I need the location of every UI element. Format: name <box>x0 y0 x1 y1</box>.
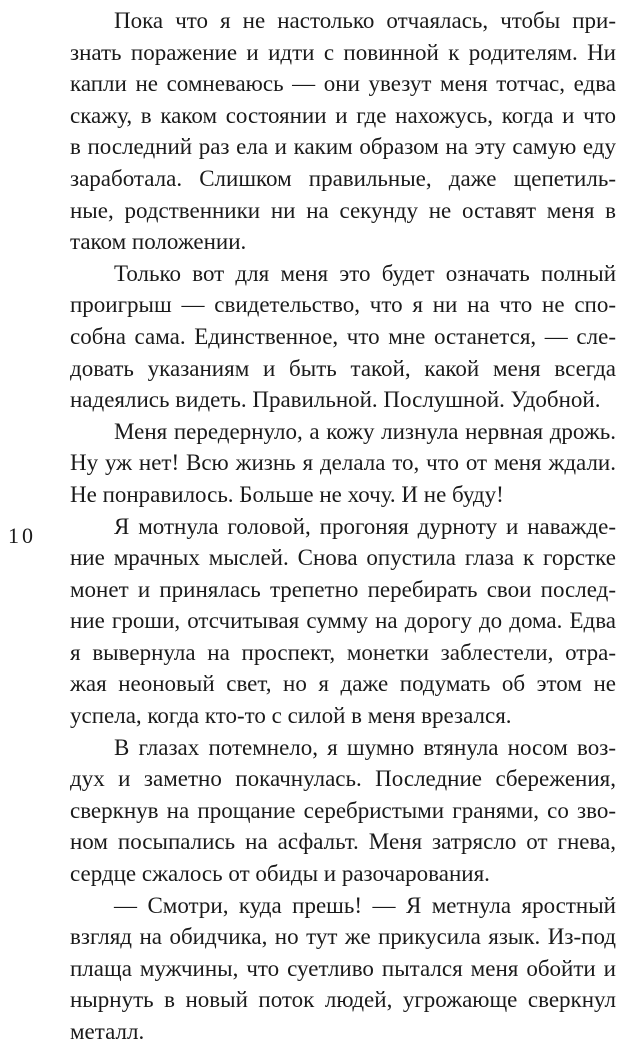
text-line: нырнуть в новый поток людей, угрожающе сверкнул <box>70 987 616 1013</box>
text-line: — Смотри, куда прешь! — Я метнула яростный <box>114 892 616 918</box>
paragraph <box>70 732 616 890</box>
text-line: довать указаниям и быть такой, какой меня всегда <box>70 355 616 381</box>
text-line: Я мотнула головой, прогоняя дурноту и наважде- <box>114 513 616 539</box>
page-number: 10 <box>8 523 36 548</box>
text-line: в последний раз ела и каким образом на эту самую еду <box>70 134 616 160</box>
text-line: ном посыпались на асфальт. Меня затрясло от гнева, <box>70 829 616 855</box>
paragraph <box>70 416 616 511</box>
text-line: заработала. Слишком правильные, даже щепетиль- <box>70 165 616 191</box>
text-line: сердце сжалось от обиды и разочарования. <box>70 861 490 887</box>
paragraph <box>70 258 616 416</box>
text-line: я вывернула на проспект, монетки заблестели, отра- <box>70 639 616 665</box>
text-line: успела, когда кто-то с силой в меня врезался. <box>70 703 512 729</box>
text-line: собна сама. Единственное, что мне останется, — сле- <box>70 323 616 349</box>
text-line: ние гроши, отсчитывая сумму на дорогу до дома. Едва <box>70 608 616 634</box>
text-line: дух и заметно покачнулась. Последние сбережения, <box>70 766 616 792</box>
body-text <box>70 5 616 1048</box>
text-line: сверкнув на прощание серебристыми гранями, со зво- <box>70 797 616 823</box>
text-line: Не понравилось. Больше не хочу. И не буду! <box>70 481 504 507</box>
text-line: капли не сомневаюсь — они увезут меня тотчас, едва <box>70 71 616 97</box>
text-line: взгляд на обидчика, но тут же прикусила язык. Из-под <box>70 924 616 950</box>
text-line: Меня передернуло, а кожу лизнула нервная дрожь. <box>114 418 616 444</box>
text-line: проигрыш — свидетельство, что я ни на что не спо- <box>70 292 616 318</box>
text-line: Ну уж нет! Всю жизнь я делала то, что от меня ждали. <box>70 450 616 476</box>
paragraph <box>70 890 616 1048</box>
text-line: металл. <box>70 1019 145 1044</box>
text-line: Пока что я не настолько отчаялась, чтобы при- <box>114 8 616 33</box>
text-line: В глазах потемнело, я шумно втянула носом воз- <box>114 734 616 760</box>
text-line: скажу, в каком состоянии и где нахожусь, когда и что <box>70 102 616 128</box>
text-line: монет и принялась трепетно перебирать свои послед- <box>70 576 616 602</box>
text-line: Только вот для меня это будет означать полный <box>114 260 616 286</box>
text-line: плаща мужчины, что суетливо пытался меня обойти и <box>70 955 616 981</box>
text-line: ные, родственники ни на секунду не оставят меня в <box>70 197 616 223</box>
text-line: ние мрачных мыслей. Снова опустила глаза к горстке <box>70 545 616 571</box>
text-line: жая неоновый свет, но я даже подумать об этом не <box>70 671 616 697</box>
text-line: таком положении. <box>70 229 247 255</box>
paragraph <box>70 5 616 258</box>
paragraph <box>70 511 616 732</box>
text-line: знать поражение и идти с повинной к родителям. Ни <box>70 39 616 65</box>
text-line: надеялись видеть. Правильной. Послушной. Удобной. <box>70 387 601 413</box>
